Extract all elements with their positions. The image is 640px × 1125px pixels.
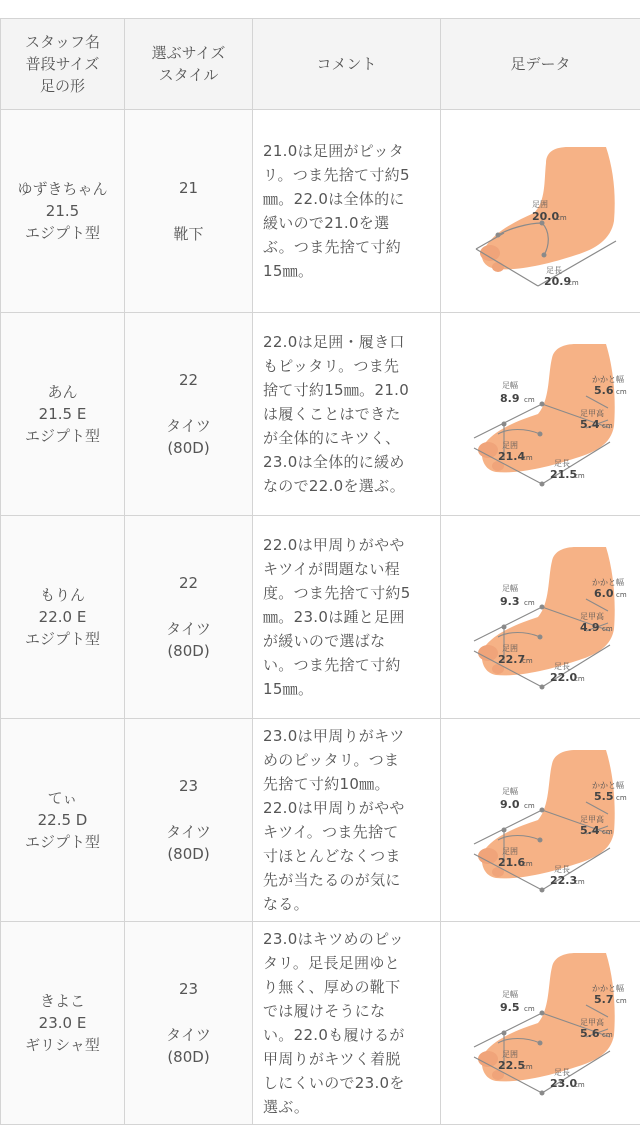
length-value: 20.9	[544, 275, 571, 288]
comment-line: タリ。足長足囲ゆと	[263, 951, 430, 975]
length-label: 足長	[554, 1068, 570, 1077]
chosen-size: 21	[126, 177, 251, 199]
unit: cm	[522, 454, 533, 462]
usual-size: 22.0 E	[2, 606, 123, 628]
comment-line: 22.0は甲周りがやや	[263, 533, 430, 557]
length-value: 23.0	[550, 1077, 577, 1090]
width-label: 足幅	[502, 583, 518, 593]
chosen-size: 22	[126, 369, 251, 391]
girth-value: 22.7	[498, 653, 525, 666]
girth-value: 20.0	[532, 210, 559, 223]
unit: cm	[602, 828, 613, 836]
instep-label: 足甲高	[580, 611, 604, 621]
spacer	[126, 1000, 251, 1024]
comment-line: り無く、厚めの靴下	[263, 975, 430, 999]
usual-size: 21.5 E	[2, 403, 123, 425]
size-cell	[125, 110, 253, 313]
staff-name: ゆずきちゃん	[2, 178, 123, 200]
staff-name: あん	[2, 381, 123, 403]
foot-data-cell	[441, 922, 640, 1125]
style-detail: (80D)	[126, 1046, 251, 1068]
header-comment: コメント	[253, 19, 441, 110]
comment-line: 甲周りがキツく着脱	[263, 1047, 430, 1071]
size-cell	[125, 719, 253, 922]
comment-line: 先が当たるのが気に	[263, 868, 430, 892]
unit: cm	[522, 860, 533, 868]
comment-line: 22.0は足囲・履き口	[263, 330, 430, 354]
girth-label: 足囲	[502, 644, 518, 653]
heel-label: かかと幅	[592, 577, 624, 587]
comment-line: 緩いので21.0を選	[263, 211, 430, 235]
header-staff-line: 足の形	[2, 75, 123, 97]
heel-value: 6.0	[594, 587, 614, 600]
style-detail: (80D)	[126, 843, 251, 865]
style: タイツ	[126, 821, 251, 843]
foot-shape: ギリシャ型	[2, 1034, 123, 1056]
heel-label: かかと幅	[592, 374, 624, 384]
staff-cell	[1, 516, 125, 719]
instep-label: 足甲高	[580, 814, 604, 824]
length-label: 足長	[554, 865, 570, 874]
unit: cm	[522, 657, 533, 665]
foot-diagram	[446, 527, 636, 707]
comment-line: しにくいので23.0を	[263, 1071, 430, 1095]
instep-value: 5.6	[580, 1027, 600, 1040]
staff-row	[1, 313, 640, 516]
comment-line: もピッタリ。つま先	[263, 354, 430, 378]
unit: cm	[616, 794, 627, 802]
comment-line: 15㎜。	[263, 259, 430, 283]
unit: cm	[568, 279, 579, 287]
comment-line: ㎜。22.0は全体的に	[263, 187, 430, 211]
comment-cell	[253, 110, 441, 313]
spacer	[126, 594, 251, 618]
comment-line: リ。つま先捨て寸約5	[263, 163, 430, 187]
foot-shape: エジプト型	[2, 425, 123, 447]
foot-data-cell	[441, 719, 640, 922]
comment-cell	[253, 313, 441, 516]
length-label: 足長	[546, 266, 562, 275]
comment-line: キツイが問題ない程	[263, 557, 430, 581]
size-cell	[125, 516, 253, 719]
staff-row	[1, 922, 640, 1125]
staff-cell	[1, 922, 125, 1125]
spacer	[126, 797, 251, 821]
staff-size-table	[0, 18, 640, 1125]
length-value: 22.3	[550, 874, 577, 887]
usual-size: 22.5 D	[2, 809, 123, 831]
style: タイツ	[126, 415, 251, 437]
girth-label: 足囲	[502, 1050, 518, 1059]
comment-line: い。22.0も履けるが	[263, 1023, 430, 1047]
heel-label: かかと幅	[592, 780, 624, 790]
staff-row	[1, 719, 640, 922]
unit: cm	[616, 388, 627, 396]
comment-line: なる。	[263, 892, 430, 916]
spacer	[126, 391, 251, 415]
comment-line: 選ぶ。	[263, 1095, 430, 1119]
width-value: 9.0	[500, 798, 520, 811]
header-size-line: 選ぶサイズ	[126, 42, 251, 64]
staff-name: きよこ	[2, 990, 123, 1012]
unit: cm	[522, 1063, 533, 1071]
unit: cm	[524, 599, 535, 607]
instep-value: 5.4	[580, 418, 600, 431]
unit: cm	[616, 997, 627, 1005]
girth-value: 21.4	[498, 450, 525, 463]
comment-line: 寸ほとんどなくつま	[263, 844, 430, 868]
comment-cell	[253, 922, 441, 1125]
header-size	[125, 19, 253, 110]
comment-line: ぶ。つま先捨て寸約	[263, 235, 430, 259]
comment-cell	[253, 516, 441, 719]
comment-line: 捨て寸約15㎜。21.0	[263, 378, 430, 402]
comment-line: キツイ。つま先捨て	[263, 820, 430, 844]
comment-line: では履けそうにな	[263, 999, 430, 1023]
foot-diagram	[446, 121, 636, 301]
unit: cm	[602, 422, 613, 430]
foot-shape: エジプト型	[2, 222, 123, 244]
foot-shape: エジプト型	[2, 628, 123, 650]
comment-line: は履くことはできた	[263, 402, 430, 426]
staff-cell	[1, 719, 125, 922]
width-value: 9.5	[500, 1001, 520, 1014]
comment-line: が緩いので選ばな	[263, 629, 430, 653]
header-row	[1, 19, 640, 110]
staff-cell	[1, 110, 125, 313]
unit: cm	[616, 591, 627, 599]
header-size-line: スタイル	[126, 64, 251, 86]
comment-line: 22.0は甲周りがやや	[263, 796, 430, 820]
size-cell	[125, 922, 253, 1125]
comment-line: 23.0はキツめのピッ	[263, 927, 430, 951]
unit: cm	[602, 1031, 613, 1039]
unit: cm	[524, 396, 535, 404]
unit: cm	[556, 214, 567, 222]
unit: cm	[602, 625, 613, 633]
comment-line: 度。つま先捨て寸約5	[263, 581, 430, 605]
girth-value: 22.5	[498, 1059, 525, 1072]
instep-value: 4.9	[580, 621, 600, 634]
style: タイツ	[126, 618, 251, 640]
unit: cm	[524, 1005, 535, 1013]
header-staff	[1, 19, 125, 110]
comment-line: 21.0は足囲がピッタ	[263, 139, 430, 163]
spacer	[126, 199, 251, 223]
comment-line: 23.0は全体的に緩め	[263, 450, 430, 474]
size-cell	[125, 313, 253, 516]
heel-value: 5.7	[594, 993, 614, 1006]
comment-line: 先捨て寸約10㎜。	[263, 772, 430, 796]
foot-data-cell	[441, 516, 640, 719]
staff-name: てぃ	[2, 787, 123, 809]
width-label: 足幅	[502, 989, 518, 999]
header-foot-data: 足データ	[441, 19, 640, 110]
header-staff-line: 普段サイズ	[2, 53, 123, 75]
heel-label: かかと幅	[592, 983, 624, 993]
usual-size: 21.5	[2, 200, 123, 222]
length-value: 22.0	[550, 671, 577, 684]
comment-cell	[253, 719, 441, 922]
style-detail: (80D)	[126, 640, 251, 662]
chosen-size: 22	[126, 572, 251, 594]
style: 靴下	[126, 223, 251, 245]
width-label: 足幅	[502, 380, 518, 390]
foot-diagram	[446, 324, 636, 504]
usual-size: 23.0 E	[2, 1012, 123, 1034]
unit: cm	[574, 472, 585, 480]
girth-label: 足囲	[502, 847, 518, 856]
style: タイツ	[126, 1024, 251, 1046]
comment-line: い。つま先捨て寸約	[263, 653, 430, 677]
unit: cm	[574, 1081, 585, 1089]
comment-line: めのピッタリ。つま	[263, 748, 430, 772]
instep-value: 5.4	[580, 824, 600, 837]
width-label: 足幅	[502, 786, 518, 796]
length-label: 足長	[554, 662, 570, 671]
foot-data-cell	[441, 313, 640, 516]
unit: cm	[524, 802, 535, 810]
foot-diagram	[446, 933, 636, 1113]
length-value: 21.5	[550, 468, 577, 481]
comment-line: なので22.0を選ぶ。	[263, 474, 430, 498]
girth-label: 足囲	[502, 441, 518, 450]
comment-line: 23.0は甲周りがキツ	[263, 724, 430, 748]
foot-shape: エジプト型	[2, 831, 123, 853]
width-value: 9.3	[500, 595, 520, 608]
staff-row	[1, 110, 640, 313]
girth-value: 21.6	[498, 856, 525, 869]
comment-line: ㎜。23.0は踵と足囲	[263, 605, 430, 629]
chosen-size: 23	[126, 978, 251, 1000]
chosen-size: 23	[126, 775, 251, 797]
heel-value: 5.5	[594, 790, 614, 803]
staff-cell	[1, 313, 125, 516]
unit: cm	[574, 878, 585, 886]
comment-line: が全体的にキツく、	[263, 426, 430, 450]
staff-row	[1, 516, 640, 719]
comment-line: 15㎜。	[263, 677, 430, 701]
width-value: 8.9	[500, 392, 520, 405]
foot-data-cell	[441, 110, 640, 313]
staff-name: もりん	[2, 584, 123, 606]
unit: cm	[574, 675, 585, 683]
heel-value: 5.6	[594, 384, 614, 397]
header-staff-line: スタッフ名	[2, 31, 123, 53]
style-detail: (80D)	[126, 437, 251, 459]
instep-label: 足甲高	[580, 408, 604, 418]
instep-label: 足甲高	[580, 1017, 604, 1027]
length-label: 足長	[554, 459, 570, 468]
girth-label: 足囲	[532, 200, 548, 209]
foot-diagram	[446, 730, 636, 910]
